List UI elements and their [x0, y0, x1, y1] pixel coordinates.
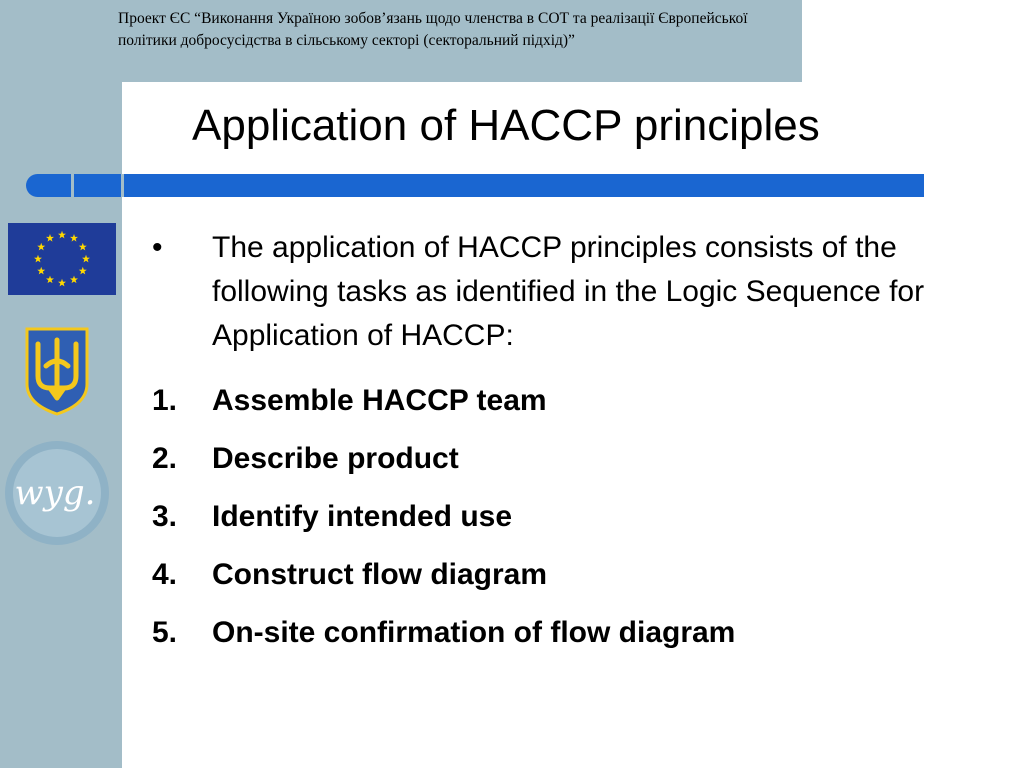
list-item: [152, 604, 982, 662]
list-number: 1.: [152, 384, 178, 417]
bar-divider: [71, 174, 74, 197]
bullet-symbol: •: [152, 231, 163, 264]
list-item: [152, 372, 982, 430]
list-item-text: Identify intended use: [212, 500, 513, 533]
list-number: 5.: [152, 616, 178, 649]
list-item-text: Describe product: [212, 442, 459, 475]
slide-title: Application of HACCP principles: [192, 101, 820, 150]
wyg-logo-icon: [4, 440, 110, 546]
eu-flag-icon: [8, 223, 116, 295]
list-item-text: Construct flow diagram: [212, 558, 548, 591]
slide-content: [152, 226, 982, 662]
title-underline-bar: [26, 174, 924, 197]
list-item-text: On-site confirmation of flow diagram: [212, 616, 736, 649]
trident-icon: [24, 326, 90, 416]
list-item: [152, 488, 982, 546]
list-number: 2.: [152, 442, 178, 475]
haccp-steps-list: [152, 372, 982, 662]
list-item-text: Assemble HACCP team: [212, 384, 547, 417]
bullet-text: The application of HACCP principles consists of the following tasks as identified in the Logic Sequence for Application of HACCP:: [212, 231, 925, 352]
wyg-logo-text: wyg.: [14, 473, 96, 513]
list-item: [152, 430, 982, 488]
bar-divider: [121, 174, 124, 197]
list-number: 3.: [152, 500, 178, 533]
list-number: 4.: [152, 558, 178, 591]
project-caption: Проект ЄС “Виконання Україною зобов’язань щодо членства в СОТ та реалізації Європейської політики добросусідства в сільському секторі (секторальний підхід)”: [118, 10, 748, 49]
list-item: [152, 546, 982, 604]
bullet-item: [152, 226, 982, 358]
